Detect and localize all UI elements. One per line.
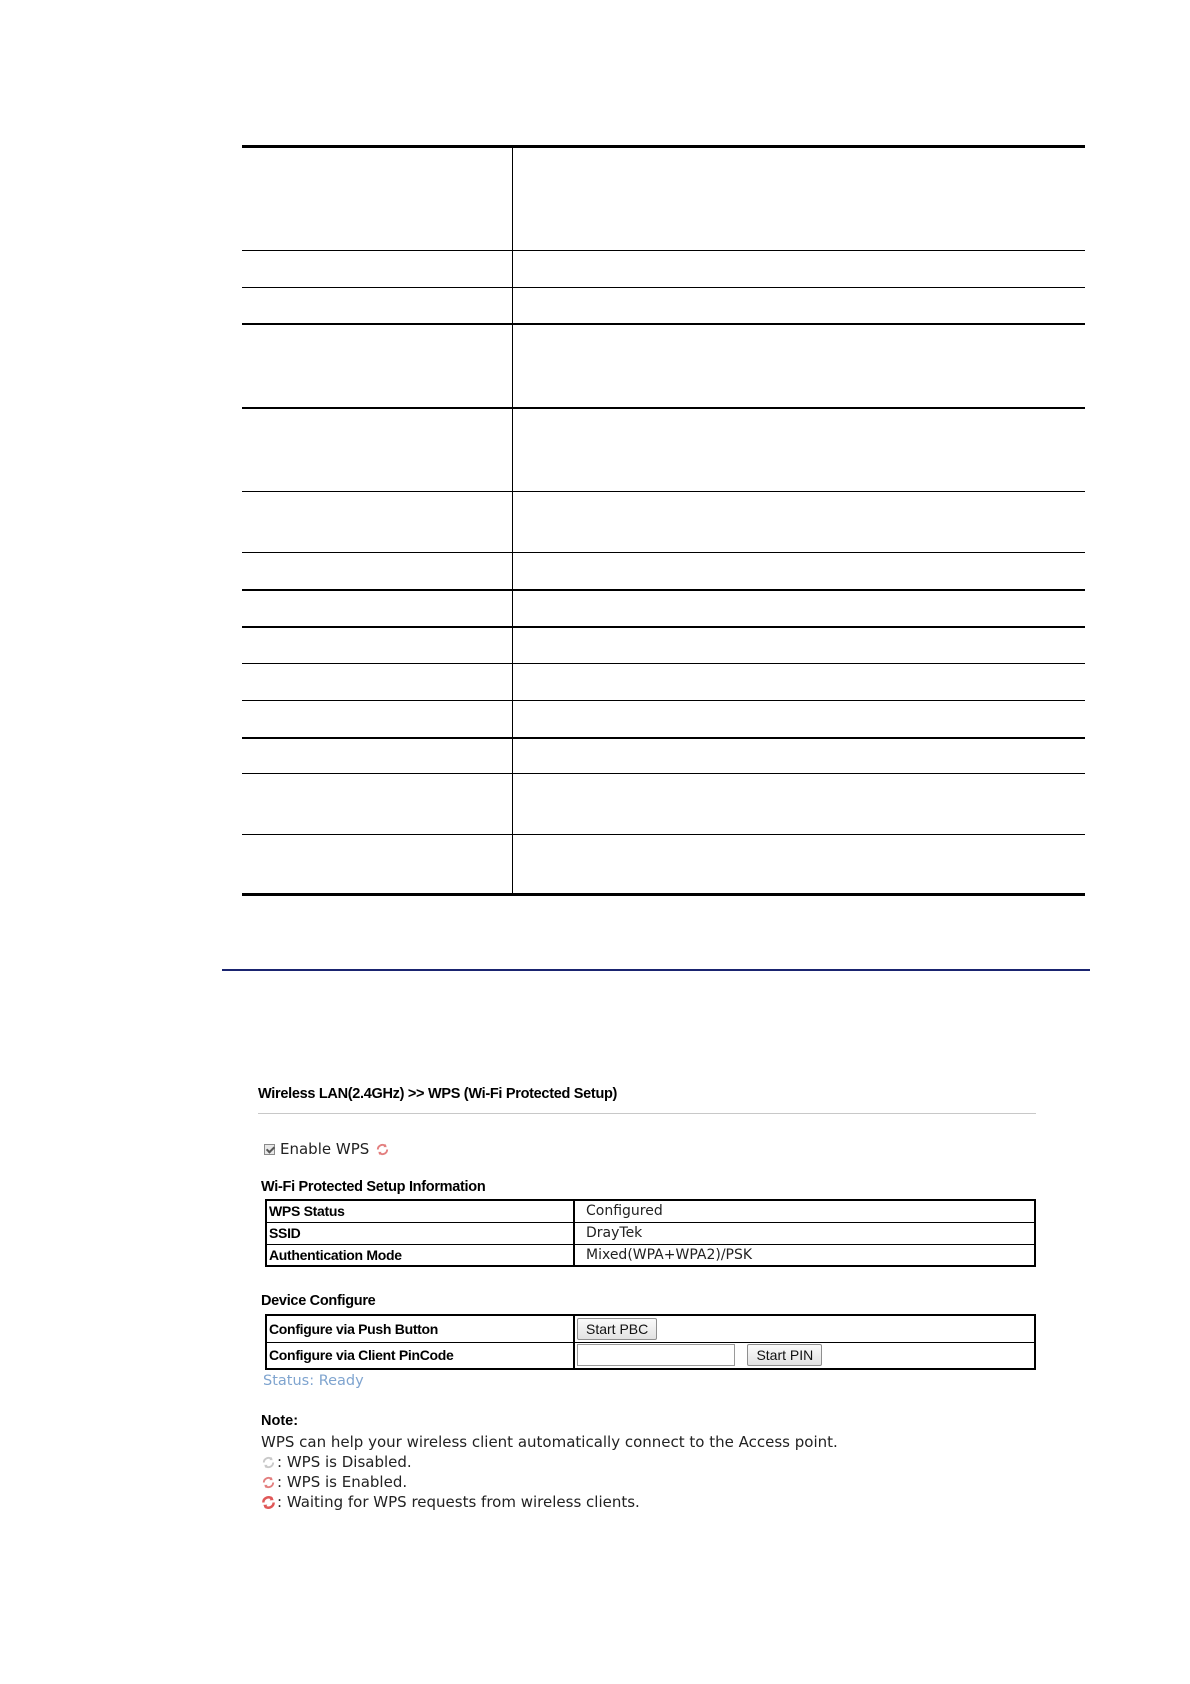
push-button-cell — [574, 1315, 1035, 1342]
table-row — [266, 1222, 1035, 1244]
wps-status-label: WPS Status — [266, 1200, 574, 1222]
table-row — [242, 589, 1085, 626]
table-row — [266, 1244, 1035, 1266]
wps-info-table — [265, 1199, 1036, 1267]
breadcrumb-divider — [258, 1113, 1036, 1114]
table-row — [242, 323, 1085, 407]
note-title: Note: — [261, 1413, 299, 1429]
table-row — [242, 626, 1085, 663]
wps-enabled-icon — [261, 1475, 276, 1490]
table-row — [242, 407, 1085, 491]
table-row — [242, 834, 1085, 896]
table-row — [242, 773, 1085, 834]
table-row — [242, 148, 1085, 250]
legend-item-enabled — [261, 1473, 407, 1491]
ssid-label: SSID — [266, 1222, 574, 1244]
device-configure-title: Device Configure — [261, 1293, 376, 1309]
section-divider — [222, 969, 1090, 971]
start-pin-button[interactable]: Start PIN — [747, 1344, 822, 1366]
note-text: WPS can help your wireless client automatically connect to the Access point. — [261, 1433, 838, 1451]
pincode-input[interactable] — [577, 1344, 735, 1366]
table-row — [242, 491, 1085, 552]
legend-text: : Waiting for WPS requests from wireless clients. — [277, 1493, 640, 1511]
table-row — [266, 1315, 1035, 1342]
legend-text: : WPS is Disabled. — [277, 1453, 412, 1471]
wps-waiting-icon — [261, 1495, 276, 1510]
table-row — [242, 552, 1085, 589]
legend-text: : WPS is Enabled. — [277, 1473, 408, 1491]
wps-status-value: Configured — [574, 1200, 1035, 1222]
start-pbc-button[interactable]: Start PBC — [577, 1318, 657, 1340]
auth-mode-label: Authentication Mode — [266, 1244, 574, 1266]
ssid-value: DrayTek — [574, 1222, 1035, 1244]
wps-info-title: Wi-Fi Protected Setup Information — [261, 1179, 486, 1195]
wps-enabled-icon — [375, 1142, 390, 1157]
device-configure-table — [265, 1314, 1036, 1370]
table-row — [266, 1342, 1035, 1369]
table-row — [266, 1200, 1035, 1222]
push-button-label: Configure via Push Button — [266, 1315, 574, 1342]
table-row — [242, 737, 1085, 773]
pincode-label: Configure via Client PinCode — [266, 1342, 574, 1369]
table-row — [242, 700, 1085, 737]
table-row — [242, 250, 1085, 287]
legend-item-disabled — [261, 1453, 412, 1471]
enable-wps-label: Enable WPS — [280, 1140, 370, 1158]
table-row — [242, 287, 1085, 323]
wps-disabled-icon — [261, 1455, 276, 1470]
legend-item-waiting — [261, 1493, 640, 1511]
enable-wps-checkbox[interactable] — [264, 1144, 275, 1155]
status-text: Status: Ready — [263, 1373, 364, 1389]
auth-mode-value: Mixed(WPA+WPA2)/PSK — [574, 1244, 1035, 1266]
table-row — [242, 663, 1085, 700]
description-table — [242, 145, 1085, 896]
breadcrumb: Wireless LAN(2.4GHz) >> WPS (Wi-Fi Protected Setup) — [258, 1086, 618, 1102]
enable-wps-toggle[interactable] — [264, 1140, 390, 1158]
pincode-cell — [574, 1342, 1035, 1369]
